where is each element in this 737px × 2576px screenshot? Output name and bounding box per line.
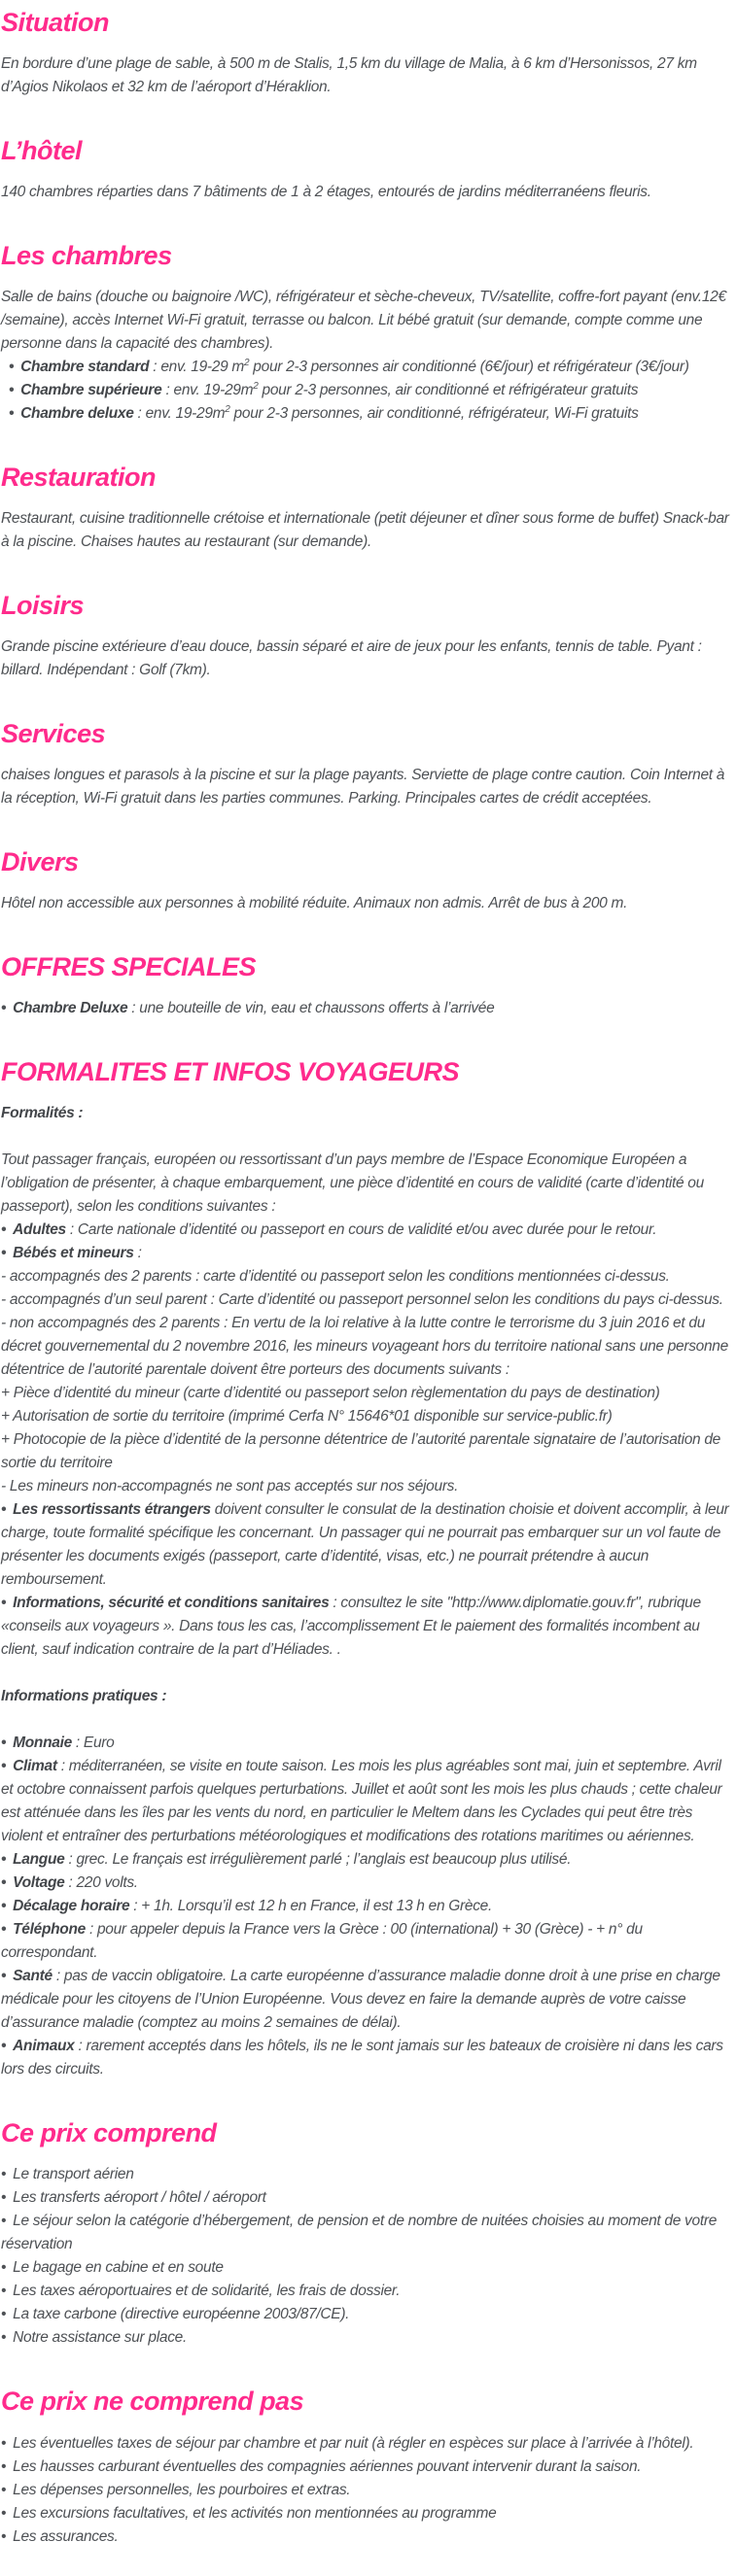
hotel-paragraph: 140 chambres réparties dans 7 bâtiments de 1 à 2 étages, entourés de jardins méditerranéens fleuris. bbox=[1, 184, 651, 201]
section-title-chambres: Les chambres bbox=[1, 241, 172, 271]
excluded-item: • Les hausses carburant éventuelles des compagnies aériennes pouvant intervenir durant la saison. bbox=[1, 2456, 737, 2479]
section-title-restauration: Restauration bbox=[1, 463, 157, 493]
formalites-label: Adultes bbox=[13, 1221, 66, 1239]
infos-text: : Euro bbox=[71, 1735, 115, 1752]
infos-item-langue bbox=[1, 1848, 737, 1872]
formalites-line: + Pièce d’identité du mineur (carte d’identité ou passeport selon règlementation du pays de destination) bbox=[1, 1385, 660, 1402]
section-title-formalites: FORMALITES ET INFOS VOYAGEURS bbox=[1, 1057, 460, 1087]
formalites-item-adultes bbox=[1, 1219, 737, 1242]
infos-text: : pour appeler depuis la France vers la Grèce : 00 (international) + 30 (Grèce) - + n° du correspondant. bbox=[1, 1921, 643, 1962]
formalites-label: Bébés et mineurs bbox=[13, 1245, 134, 1262]
section-formalites bbox=[1, 1057, 737, 2081]
section-title-hotel: L’hôtel bbox=[1, 136, 82, 166]
room-type-label: Chambre supérieure bbox=[20, 382, 162, 399]
section-title-situation: Situation bbox=[1, 8, 109, 37]
included-item: • Le transport aérien bbox=[1, 2163, 737, 2186]
section-offres-speciales bbox=[1, 952, 737, 1020]
formalites-text: doivent consulter le consulat de la destination choisie et doivent accomplir, à leur charge, toute formalité spécifique les concernant. Un passager qui ne pourrait pas embarquer sur un vol faute de présenter les documents exigés (passeport, carte d’identité, visas, etc.) ne pourrait prétendre à aucun remboursement. bbox=[1, 1501, 729, 1589]
situation-paragraph: En bordure d’une plage de sable, à 500 m de Stalis, 1,5 km du village de Malia, à 6 km d’Hersonissos, 27 km d’Agios Nikolaos et 32 km de l’aéroport d’Héraklion. bbox=[1, 55, 697, 96]
divers-paragraph: Hôtel non accessible aux personnes à mobilité réduite. Animaux non admis. Arrêt de bus à 200 m. bbox=[1, 895, 628, 912]
formalites-line: - non accompagnés des 2 parents : En vertu de la loi relative à la lutte contre le terrorisme du 3 juin 2016 et du décret gouvernemental du 2 novembre 2016, les mineurs voyageant hors du territoire national sans une personne détentrice de l’autorité parentale doivent être porteurs des documents suivants : bbox=[1, 1315, 728, 1379]
formalites-line: - accompagnés des 2 parents : carte d’identité ou passeport selon les conditions mentionnées ci-dessus. bbox=[1, 1268, 670, 1286]
room-type-label: Chambre deluxe bbox=[20, 405, 134, 423]
formalites-line: + Autorisation de sortie du territoire (imprimé Cerfa N° 15646*01 disponible sur service-public.fr) bbox=[1, 1408, 613, 1425]
infos-label: Santé bbox=[13, 1968, 53, 1985]
section-prix-comprend bbox=[1, 2118, 737, 2350]
section-services bbox=[1, 719, 737, 810]
formalites-subtitle: Formalités : bbox=[1, 1105, 84, 1122]
loisirs-paragraph: Grande piscine extérieure d’eau douce, bassin séparé et aire de jeux pour les enfants, tennis de table. Pyant : billard. Indépendant : Golf (7km). bbox=[1, 638, 702, 679]
room-type-label: Chambre standard bbox=[20, 359, 150, 376]
infos-text: : grec. Le français est irrégulièrement parlé ; l’anglais est beaucoup plus utilisé. bbox=[64, 1851, 572, 1869]
infos-text: : pas de vaccin obligatoire. La carte européenne d’assurance maladie donne droit à une prise en charge médicale pour les citoyens de l’Union Européenne. Vous devez en faire la demande auprès de votre caisse d’assurance maladie (comptez au moins 2 semaines de délai). bbox=[1, 1968, 720, 2032]
offer-label: Chambre Deluxe bbox=[13, 1000, 128, 1017]
infos-label: Langue bbox=[13, 1851, 65, 1869]
formalites-label: Les ressortissants étrangers bbox=[13, 1501, 211, 1519]
section-prix-ne-comprend-pas bbox=[1, 2387, 737, 2548]
formalites-label: Informations, sécurité et conditions sanitaires bbox=[13, 1595, 330, 1612]
restauration-paragraph: Restaurant, cuisine traditionnelle crétoise et internationale (petit déjeuner et dîner sous forme de buffet) Snack-bar à la piscine. Chaises hautes au restaurant (sur demande). bbox=[1, 510, 729, 551]
formalites-text: : Carte nationale d’identité ou passeport en cours de validité et/ou avec durée pour le retour. bbox=[65, 1221, 657, 1239]
infos-label: Téléphone bbox=[13, 1921, 86, 1939]
formalites-text: : bbox=[133, 1245, 142, 1262]
formalites-line: + Photocopie de la pièce d’identité de la personne détentrice de l’autorité parentale signataire de l’autorisation de sortie du territoire bbox=[1, 1431, 720, 1472]
section-divers bbox=[1, 847, 737, 915]
section-loisirs bbox=[1, 591, 737, 682]
included-item: • Le séjour selon la catégorie d’hébergement, de pension et de nombre de nuitées choisies au moment de votre réservation bbox=[1, 2210, 737, 2256]
infos-label: Voltage bbox=[13, 1874, 65, 1892]
room-list-item bbox=[1, 402, 737, 426]
excluded-item: • Les éventuelles taxes de séjour par chambre et par nuit (à régler en espèces sur place à l’arrivée à l’hôtel). bbox=[1, 2432, 737, 2456]
excluded-item: • Les assurances. bbox=[1, 2525, 737, 2549]
hotel-description-document bbox=[1, 8, 737, 2549]
formalites-item-etrangers bbox=[1, 1498, 737, 1592]
formalites-item-bebes bbox=[1, 1242, 737, 1265]
included-item: • La taxe carbone (directive européenne 2003/87/CE). bbox=[1, 2303, 737, 2326]
infos-item-animaux bbox=[1, 2035, 737, 2081]
infos-text: : méditerranéen, se visite en toute saison. Les mois les plus agréables sont mai, juin et septembre. Avril et octobre connaissent parfois quelques perturbations. Juillet et août sont les mois les plus chauds ; cette chaleur est atténuée dans les îles par les vents du nord, en particulier le Meltem dans les Cyclades qui peut être très violent et entraîner des perturbations météorologiques et modifications des rotations maritimes ou aériennes. bbox=[1, 1758, 722, 1845]
included-item: • Notre assistance sur place. bbox=[1, 2326, 737, 2350]
room-type-text: : env. 19-29 $m^2$ pour 2-3 personnes air conditionné (6€/jour) et réfrigérateur (3€/jour) bbox=[149, 357, 689, 376]
room-type-text: : env. $19-29m^2$ pour 2-3 personnes, air conditionné, réfrigérateur, Wi-Fi gratuits bbox=[133, 403, 639, 423]
section-title-prix-ne-comprend-pas: Ce prix ne comprend pas bbox=[1, 2387, 304, 2417]
excluded-item: • Les excursions facultatives, et les activités non mentionnées au programme bbox=[1, 2502, 737, 2525]
offer-list-item bbox=[1, 997, 737, 1020]
section-situation bbox=[1, 8, 737, 99]
infos-text: : + 1h. Lorsqu’il est 12 h en France, il est 13 h en Grèce. bbox=[129, 1898, 492, 1915]
offer-text: : une bouteille de vin, eau et chaussons offerts à l’arrivée bbox=[127, 1000, 495, 1017]
infos-item-telephone bbox=[1, 1918, 737, 1965]
formalites-line: - Les mineurs non-accompagnés ne sont pas acceptés sur nos séjours. bbox=[1, 1478, 459, 1495]
infos-text: : 220 volts. bbox=[64, 1874, 138, 1892]
excluded-item: • Les dépenses personnelles, les pourboires et extras. bbox=[1, 2479, 737, 2502]
infos-item-voltage bbox=[1, 1872, 737, 1895]
room-list-item bbox=[1, 379, 737, 402]
formalites-intro: Tout passager français, européen ou ressortissant d’un pays membre de l’Espace Economique Européen a l’obligation de présenter, à chaque embarquement, une pièce d’identité en cours de validité (carte d’identité ou passeport), selon les conditions suivantes : bbox=[1, 1151, 704, 1216]
included-item: • Les taxes aéroportuaires et de solidarité, les frais de dossier. bbox=[1, 2280, 737, 2303]
included-item: • Le bagage en cabine et en soute bbox=[1, 2256, 737, 2280]
infos-pratiques-subtitle: Informations pratiques : bbox=[1, 1688, 167, 1705]
section-title-prix-comprend: Ce prix comprend bbox=[1, 2118, 217, 2148]
infos-label: Animaux bbox=[13, 2038, 75, 2055]
formalites-line: - accompagnés d’un seul parent : Carte d’identité ou passeport personnel selon les conditions du pays ci-dessus. bbox=[1, 1291, 723, 1309]
section-title-loisirs: Loisirs bbox=[1, 591, 85, 621]
room-type-text: : env. $19-29m^2$ pour 2-3 personnes, air conditionné et réfrigérateur gratuits bbox=[161, 380, 639, 399]
section-title-services: Services bbox=[1, 719, 106, 749]
infos-label: Décalage horaire bbox=[13, 1898, 130, 1915]
room-list-item bbox=[1, 356, 737, 379]
section-restauration bbox=[1, 463, 737, 554]
infos-item-monnaie bbox=[1, 1732, 737, 1755]
section-title-divers: Divers bbox=[1, 847, 79, 877]
infos-item-climat bbox=[1, 1755, 737, 1848]
infos-item-sante bbox=[1, 1965, 737, 2035]
formalites-item-sanitaires bbox=[1, 1592, 737, 1662]
section-chambres bbox=[1, 241, 737, 426]
chambres-paragraph: Salle de bains (douche ou baignoire /WC), réfrigérateur et sèche-cheveux, TV/satellite, coffre-fort payant (env.12€ /semaine), accès Internet Wi-Fi gratuit, terrasse ou balcon. Lit bébé gratuit (sur demande, compte comme une personne dans la capacité des chambres). bbox=[1, 289, 726, 353]
section-title-offres: OFFRES SPECIALES bbox=[1, 952, 257, 982]
infos-label: Monnaie bbox=[13, 1735, 72, 1752]
included-item: • Les transferts aéroport / hôtel / aéroport bbox=[1, 2186, 737, 2210]
infos-text: : rarement acceptés dans les hôtels, ils ne le sont jamais sur les bateaux de croisière ni dans les cars lors des circuits. bbox=[1, 2038, 723, 2078]
section-hotel bbox=[1, 136, 737, 204]
formalites-text: : consultez le site "http://www.diplomatie.gouv.fr", rubrique «conseils aux voyageurs ». Dans tous les cas, l’accomplissement Et le paiement des formalités incombent au client, sauf indication contraire de la part d’Héliades. . bbox=[1, 1595, 701, 1659]
infos-item-decalage bbox=[1, 1895, 737, 1918]
infos-label: Climat bbox=[13, 1758, 57, 1775]
services-paragraph: chaises longues et parasols à la piscine et sur la plage payants. Serviette de plage contre caution. Coin Internet à la réception, Wi-Fi gratuit dans les parties communes. Parking. Principales cartes de crédit acceptées. bbox=[1, 767, 725, 807]
